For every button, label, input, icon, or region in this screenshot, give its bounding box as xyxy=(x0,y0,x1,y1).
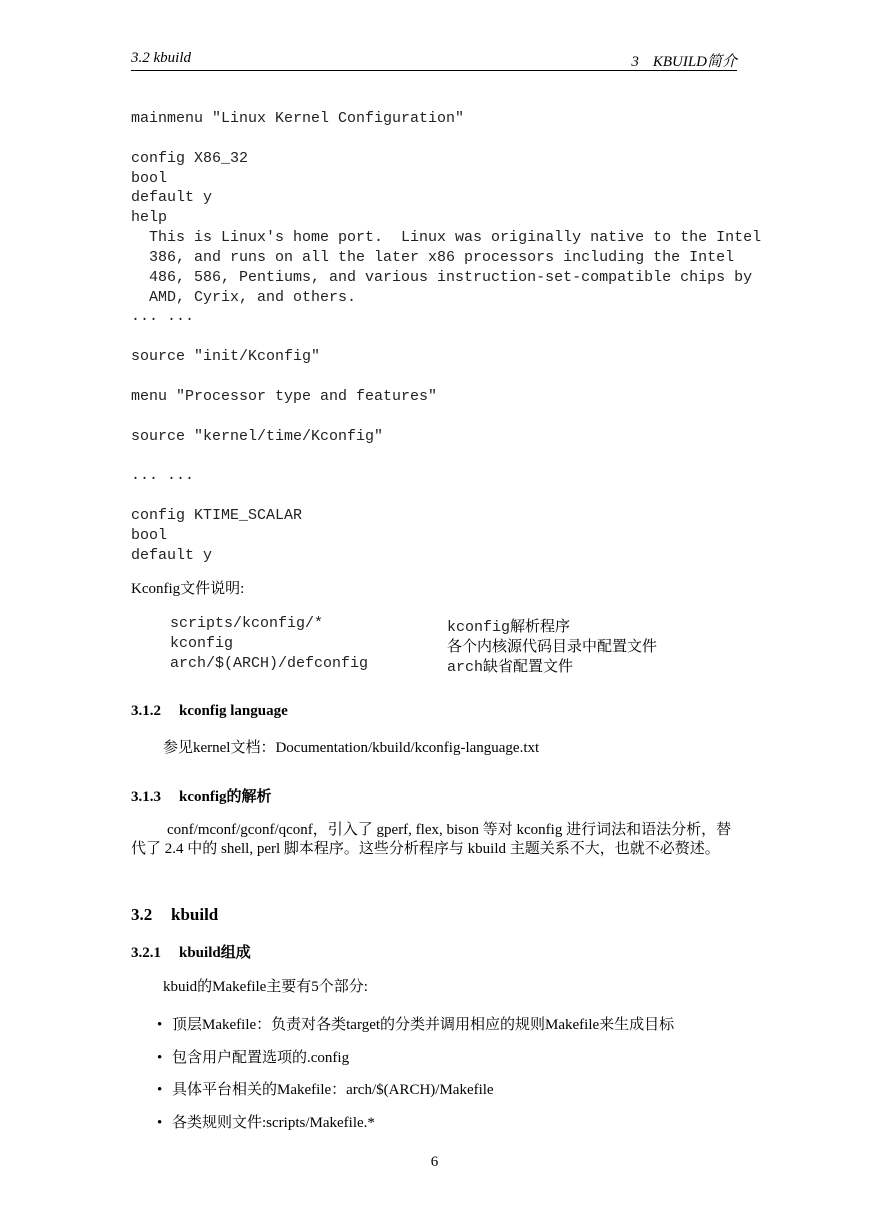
code-line: This is Linux's home port. Linux was originally native to the Intel xyxy=(131,229,762,247)
kconfig-file-row xyxy=(170,635,730,655)
bullet-icon: • xyxy=(157,1115,163,1131)
code-line xyxy=(131,129,761,149)
code-line xyxy=(131,407,761,427)
code-line: default y xyxy=(131,546,213,564)
section-3-1-2-body: 参见kernel文档：Documentation/kbuild/kconfig-language.txt xyxy=(163,740,540,756)
code-line xyxy=(131,367,761,387)
section-3-1-3-body: conf/mconf/gconf/qconf，引入了 gperf, flex, bison 等对 kconfig 进行词法和语法分析，替代了 2.4 中的 shell, perl 脚本程序。这些分析程序与 kbuild 主题关系不大，也就不必赘述。 xyxy=(131,822,732,857)
section-number: 3.2 xyxy=(131,905,153,924)
header-chapter xyxy=(631,50,737,71)
header-section: 3.2 kbuild xyxy=(131,50,191,66)
section-heading-3-1-3 xyxy=(131,785,272,806)
section-heading-3-2-1 xyxy=(131,941,251,962)
list-item-text: 具体平台相关的Makefile：arch/$(ARCH)/Makefile xyxy=(172,1082,494,1098)
kconfig-file-desc xyxy=(447,615,570,636)
list-item xyxy=(157,1111,375,1132)
list-item-text: 顶层Makefile：负责对各类target的分类并调用相应的规则Makefile来生成目标 xyxy=(172,1017,675,1033)
kconfig-file-row xyxy=(170,615,730,635)
code-line: config X86_32 xyxy=(131,149,249,167)
section-title: kconfig的解析 xyxy=(179,789,272,805)
kconfig-file-desc xyxy=(447,655,573,676)
kconfig-file-path: scripts/kconfig/* xyxy=(170,615,324,632)
bullet-icon: • xyxy=(157,1050,163,1066)
kconfig-file-desc-mono: arch xyxy=(447,659,484,676)
section-title: kbuild xyxy=(171,905,219,924)
section-number: 3.1.2 xyxy=(131,703,161,719)
list-item xyxy=(157,1078,494,1099)
code-line xyxy=(131,486,761,506)
section-heading-3-1-2 xyxy=(131,703,288,720)
section-title: kconfig language xyxy=(179,703,288,719)
code-line: mainmenu "Linux Kernel Configuration" xyxy=(131,110,465,127)
kconfig-file-desc-mono: kconfig xyxy=(447,619,511,636)
code-line: 486, 586, Pentiums, and various instruction-set-compatible chips by xyxy=(131,268,753,286)
kconfig-file-table xyxy=(170,615,730,675)
code-line: source "kernel/time/Kconfig" xyxy=(131,427,384,445)
bullet-icon: • xyxy=(157,1082,163,1098)
running-header xyxy=(131,50,737,71)
code-line xyxy=(131,446,761,466)
kconfig-file-desc-text: 各个内核源代码目录中配置文件 xyxy=(447,639,658,655)
header-chapter-number: 3 xyxy=(631,54,639,70)
kconfig-file-path: arch/$(ARCH)/defconfig xyxy=(170,655,369,672)
code-line: source "init/Kconfig" xyxy=(131,348,321,366)
code-line: bool xyxy=(131,169,168,187)
bullet-icon: • xyxy=(157,1017,163,1033)
kconfig-file-desc-text: 解析程序 xyxy=(510,619,571,635)
list-item xyxy=(157,1013,674,1034)
kconfig-file-desc xyxy=(447,635,657,656)
list-item-text: 包含用户配置选项的.config xyxy=(172,1050,350,1066)
kconfig-file-path: kconfig xyxy=(170,635,234,652)
section-title: kbuild组成 xyxy=(179,945,251,961)
list-item xyxy=(157,1046,349,1067)
code-line: 386, and runs on all the later x86 processors including the Intel xyxy=(131,248,735,266)
code-line: ... ... xyxy=(131,308,195,326)
code-line: default y xyxy=(131,189,213,207)
code-line: config KTIME_SCALAR xyxy=(131,506,303,524)
kconfig-intro: Kconfig文件说明: xyxy=(131,581,245,597)
section-3-2-1-body: kbuid的Makefile主要有5个部分: xyxy=(163,979,368,995)
kconfig-file-desc-text: 缺省配置文件 xyxy=(483,659,574,675)
list-item-text: 各类规则文件:scripts/Makefile.* xyxy=(172,1115,375,1131)
kconfig-file-row xyxy=(170,655,730,675)
section-heading-3-2 xyxy=(131,905,218,925)
section-number: 3.1.3 xyxy=(131,789,161,805)
header-chapter-title: KBUILD简介 xyxy=(652,54,737,70)
kconfig-code-listing xyxy=(131,109,761,565)
code-line: AMD, Cyrix, and others. xyxy=(131,288,357,306)
code-line: menu "Processor type and features" xyxy=(131,387,438,405)
code-line: bool xyxy=(131,526,168,544)
page-number: 6 xyxy=(430,1154,439,1170)
code-line: ... ... xyxy=(131,467,195,485)
code-line: help xyxy=(131,209,168,227)
section-number: 3.2.1 xyxy=(131,945,161,961)
code-line xyxy=(131,327,761,347)
